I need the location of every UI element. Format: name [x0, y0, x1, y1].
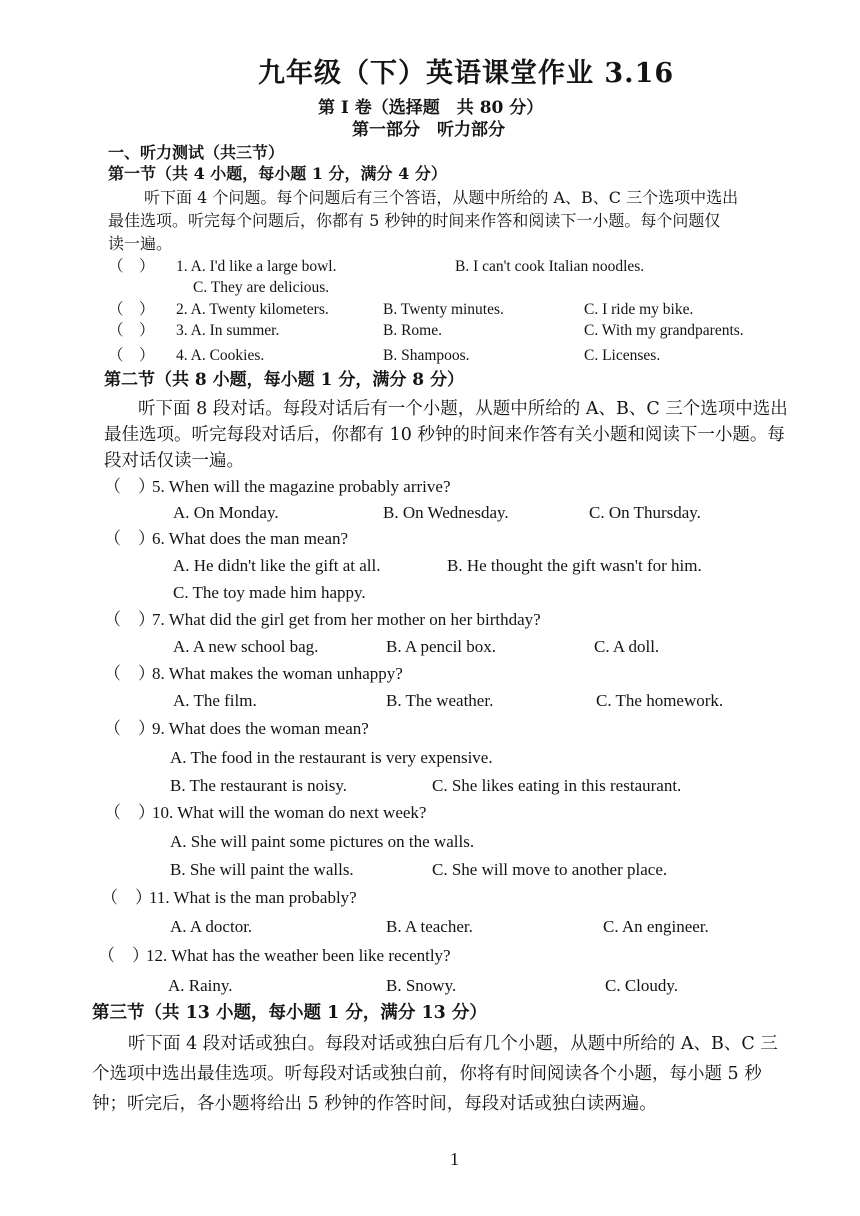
option-b: B. On Wednesday.	[383, 503, 509, 522]
option-b: B. She will paint the walls.	[170, 860, 354, 879]
option-a: 2. A. Twenty kilometers.	[176, 301, 329, 318]
option-b: B. Rome.	[383, 322, 442, 339]
answer-bracket[interactable]: （ ）	[104, 529, 155, 548]
s3-heading: 第三节（共 13 小题，每小题 1 分，满分 13 分）	[92, 1003, 487, 1023]
option-a: 3. A. In summer.	[176, 322, 280, 339]
s3-instruction-line: 听下面 4 段对话或独白。每段对话或独白后有几个小题，从题中所给的 A、B、C 三	[128, 1034, 778, 1054]
s1-instruction-line: 最佳选项。听完每个问题后，你都有 5 秒钟的时间来作答和阅读下一小题。每个问题仅	[108, 211, 721, 230]
answer-bracket[interactable]: （ ）	[104, 610, 155, 629]
question-text: 8. What makes the woman unhappy?	[152, 664, 403, 683]
question-text: 6. What does the man mean?	[152, 529, 349, 548]
answer-bracket[interactable]: （ ）	[104, 477, 155, 496]
option-a: A. He didn't like the gift at all.	[173, 556, 381, 575]
answer-bracket[interactable]: （ ）	[108, 301, 155, 318]
option-b: B. Shampoos.	[383, 347, 470, 364]
s2-instruction-line: 最佳选项。听完每段对话后，你都有 10 秒钟的时间来作答有关小题和阅读下一小题。每	[104, 425, 785, 445]
option-b: B. The weather.	[386, 691, 494, 710]
option-c: C. With my grandparents.	[584, 322, 744, 339]
option-c: C. They are delicious.	[193, 279, 330, 296]
option-a: A. She will paint some pictures on the walls.	[170, 832, 475, 851]
option-b: B. A teacher.	[386, 917, 473, 936]
option-a: A. Rainy.	[168, 976, 233, 995]
s1-instruction-line: 听下面 4 个问题。每个问题后有三个答语，从题中所给的 A、B、C 三个选项中选出	[144, 188, 739, 207]
option-c: C. A doll.	[594, 637, 660, 656]
option-a: A. On Monday.	[173, 503, 279, 522]
volume-heading: 第 I 卷（选择题 共 80 分）	[318, 98, 544, 118]
answer-bracket[interactable]: （ ）	[101, 888, 152, 907]
answer-bracket[interactable]: （ ）	[104, 719, 155, 738]
s1-heading: 第一节（共 4 小题，每小题 1 分，满分 4 分）	[108, 164, 447, 183]
section-heading: 一、听力测试（共三节）	[108, 143, 285, 162]
answer-bracket[interactable]: （ ）	[108, 322, 155, 339]
question-text: 10. What will the woman do next week?	[152, 803, 427, 822]
answer-bracket[interactable]: （ ）	[98, 946, 149, 965]
question-text: 7. What did the girl get from her mother on her birthday?	[152, 610, 541, 629]
option-b: B. A pencil box.	[386, 637, 497, 656]
answer-bracket[interactable]: （ ）	[108, 258, 155, 275]
option-b: B. Snowy.	[386, 976, 457, 995]
question-text: 5. When will the magazine probably arrive?	[152, 477, 451, 496]
s3-instruction-line: 个选项中选出最佳选项。听每段对话或独白前，你将有时间阅读各个小题，每小题 5 秒	[92, 1064, 762, 1084]
option-c: C. On Thursday.	[589, 503, 701, 522]
page-title: 九年级（下）英语课堂作业 3.16	[258, 58, 675, 89]
option-c: C. She likes eating in this restaurant.	[432, 776, 682, 795]
part-heading: 第一部分 听力部分	[352, 120, 505, 140]
answer-bracket[interactable]: （ ）	[104, 664, 155, 683]
question-text: 9. What does the woman mean?	[152, 719, 369, 738]
option-c: C. The toy made him happy.	[173, 583, 366, 602]
option-b: B. The restaurant is noisy.	[170, 776, 348, 795]
option-b: B. Twenty minutes.	[383, 301, 504, 318]
s2-heading: 第二节（共 8 小题，每小题 1 分，满分 8 分）	[104, 370, 464, 390]
option-c: C. Cloudy.	[605, 976, 679, 995]
option-a: A. A doctor.	[170, 917, 253, 936]
option-c: C. An engineer.	[603, 917, 709, 936]
question-text: 12. What has the weather been like recently?	[146, 946, 451, 965]
option-a: 4. A. Cookies.	[176, 347, 265, 364]
s3-instruction-line: 钟；听完后，各小题将给出 5 秒钟的作答时间，每段对话或独白读两遍。	[92, 1094, 657, 1114]
page-number: 1	[450, 1149, 459, 1169]
option-c: C. Licenses.	[584, 347, 661, 364]
option-a: A. The food in the restaurant is very expensive.	[170, 748, 493, 767]
option-a: A. The film.	[173, 691, 257, 710]
option-b: B. I can't cook Italian noodles.	[455, 258, 645, 275]
option-a: A. A new school bag.	[173, 637, 319, 656]
question-text: 11. What is the man probably?	[149, 888, 357, 907]
option-b: B. He thought the gift wasn't for him.	[447, 556, 702, 575]
answer-bracket[interactable]: （ ）	[108, 347, 155, 364]
answer-bracket[interactable]: （ ）	[104, 803, 155, 822]
s2-instruction-line: 段对话仅读一遍。	[104, 451, 244, 471]
s1-instruction-line: 读一遍。	[108, 234, 173, 253]
option-a: 1. A. I'd like a large bowl.	[176, 258, 337, 275]
option-c: C. She will move to another place.	[432, 860, 668, 879]
option-c: C. The homework.	[596, 691, 724, 710]
s2-instruction-line: 听下面 8 段对话。每段对话后有一个小题，从题中所给的 A、B、C 三个选项中选出	[138, 399, 788, 419]
option-c: C. I ride my bike.	[584, 301, 694, 318]
